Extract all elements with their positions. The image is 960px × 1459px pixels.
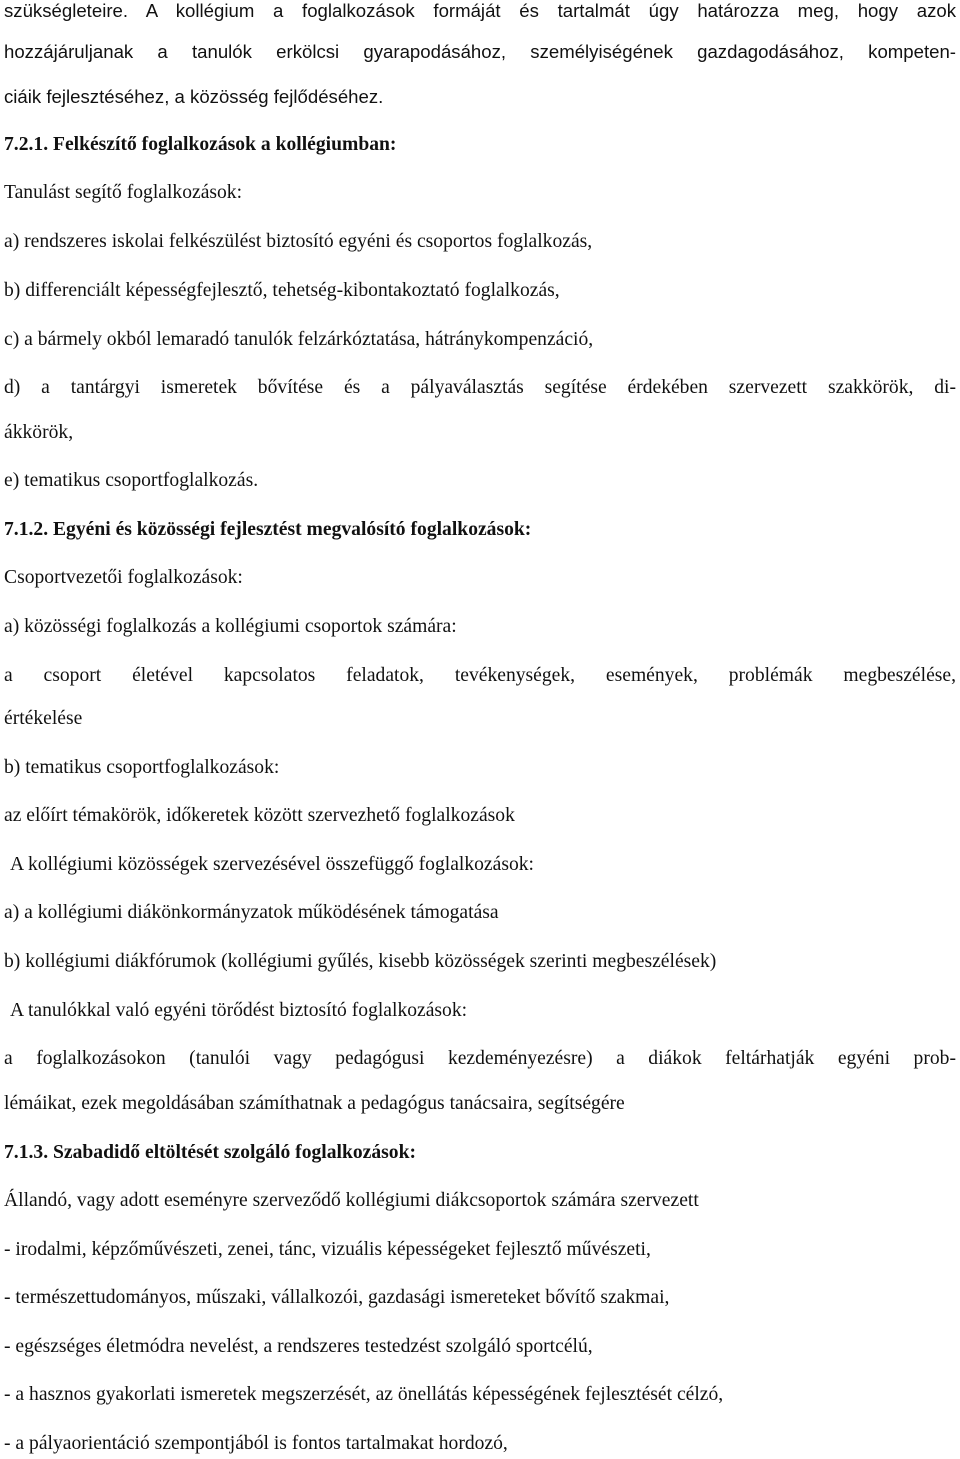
- section-713-heading: 7.1.3. Szabadidő eltöltését szolgáló foglalkozások:: [4, 1142, 417, 1163]
- section-712-sub3-desc-line-1: a foglalkozásokon (tanulói vagy pedagógusi kezdeményezésre) a diákok feltárhatják egyéni prob-: [4, 1048, 956, 1069]
- section-712-heading: 7.1.2. Egyéni és közösségi fejlesztést megvalósító foglalkozások:: [4, 519, 532, 540]
- intro-line-3: ciáik fejlesztéséhez, a közösség fejlődéséhez.: [4, 86, 384, 107]
- section-713-item-5: - a pályaorientáció szempontjából is fontos tartalmakat hordozó,: [4, 1433, 508, 1454]
- section-721-subheading: Tanulást segítő foglalkozások:: [4, 182, 243, 203]
- section-712-sub1-a-desc-line-1: a csoport életével kapcsolatos feladatok, tevékenységek, események, problémák megbeszélése,: [4, 665, 956, 686]
- section-721-item-c: c) a bármely okból lemaradó tanulók felzárkóztatása, hátránykompenzáció,: [4, 329, 594, 350]
- section-713-item-2: - természettudományos, műszaki, vállalkozói, gazdasági ismereteket bővítő szakmai,: [4, 1287, 670, 1308]
- section-721-item-e: e) tematikus csoportfoglalkozás.: [4, 470, 259, 491]
- section-721-item-b: b) differenciált képességfejlesztő, tehetség-kibontakoztató foglalkozás,: [4, 280, 560, 301]
- section-712-sub2-b: b) kollégiumi diákfórumok (kollégiumi gyűlés, kisebb közösségek szerinti megbeszélések): [4, 951, 717, 972]
- section-721-item-d-line-2: ákkörök,: [4, 422, 74, 443]
- section-713-item-4: - a hasznos gyakorlati ismeretek megszerzését, az önellátás képességének fejlesztését célzó,: [4, 1384, 724, 1405]
- section-713-item-1: - irodalmi, képzőművészeti, zenei, tánc, vizuális képességeket fejlesztő művészeti,: [4, 1239, 651, 1260]
- section-713-item-3: - egészséges életmódra nevelést, a rendszeres testedzést szolgáló sportcélú,: [4, 1336, 593, 1357]
- section-721-item-d-line-1: d) a tantárgyi ismeretek bővítése és a pályaválasztás segítése érdekében szervezett szakkörök, di-: [4, 377, 956, 398]
- section-712-sub2: A kollégiumi közösségek szervezésével összefüggő foglalkozások:: [10, 854, 534, 875]
- section-713-intro: Állandó, vagy adott eseményre szerveződő kollégiumi diákcsoportok számára szervezett: [4, 1190, 699, 1211]
- section-712-sub1-a: a) közösségi foglalkozás a kollégiumi csoportok számára:: [4, 616, 457, 637]
- section-712-sub1-b-desc: az előírt témakörök, időkeretek között szervezhető foglalkozások: [4, 805, 515, 826]
- intro-line-1: szükségleteire. A kollégium a foglalkozások formáját és tartalmát úgy határozza meg, hogy azok: [4, 0, 956, 21]
- section-721-heading: 7.2.1. Felkészítő foglalkozások a kollégiumban:: [4, 134, 397, 155]
- section-712-sub2-a: a) a kollégiumi diákönkormányzatok működésének támogatása: [4, 902, 499, 923]
- intro-line-2: hozzájáruljanak a tanulók erkölcsi gyarapodásához, személyiségének gazdagodásához, kompeten-: [4, 41, 956, 62]
- section-712-sub3: A tanulókkal való egyéni törődést biztosító foglalkozások:: [10, 1000, 468, 1021]
- section-712-sub1-b: b) tematikus csoportfoglalkozások:: [4, 757, 280, 778]
- section-712-sub1: Csoportvezetői foglalkozások:: [4, 567, 243, 588]
- section-721-item-a: a) rendszeres iskolai felkészülést biztosító egyéni és csoportos foglalkozás,: [4, 231, 593, 252]
- section-712-sub3-desc-line-2: lémáikat, ezek megoldásában számíthatnak a pedagógus tanácsaira, segítségére: [4, 1093, 625, 1114]
- section-712-sub1-a-desc-line-2: értékelése: [4, 708, 83, 729]
